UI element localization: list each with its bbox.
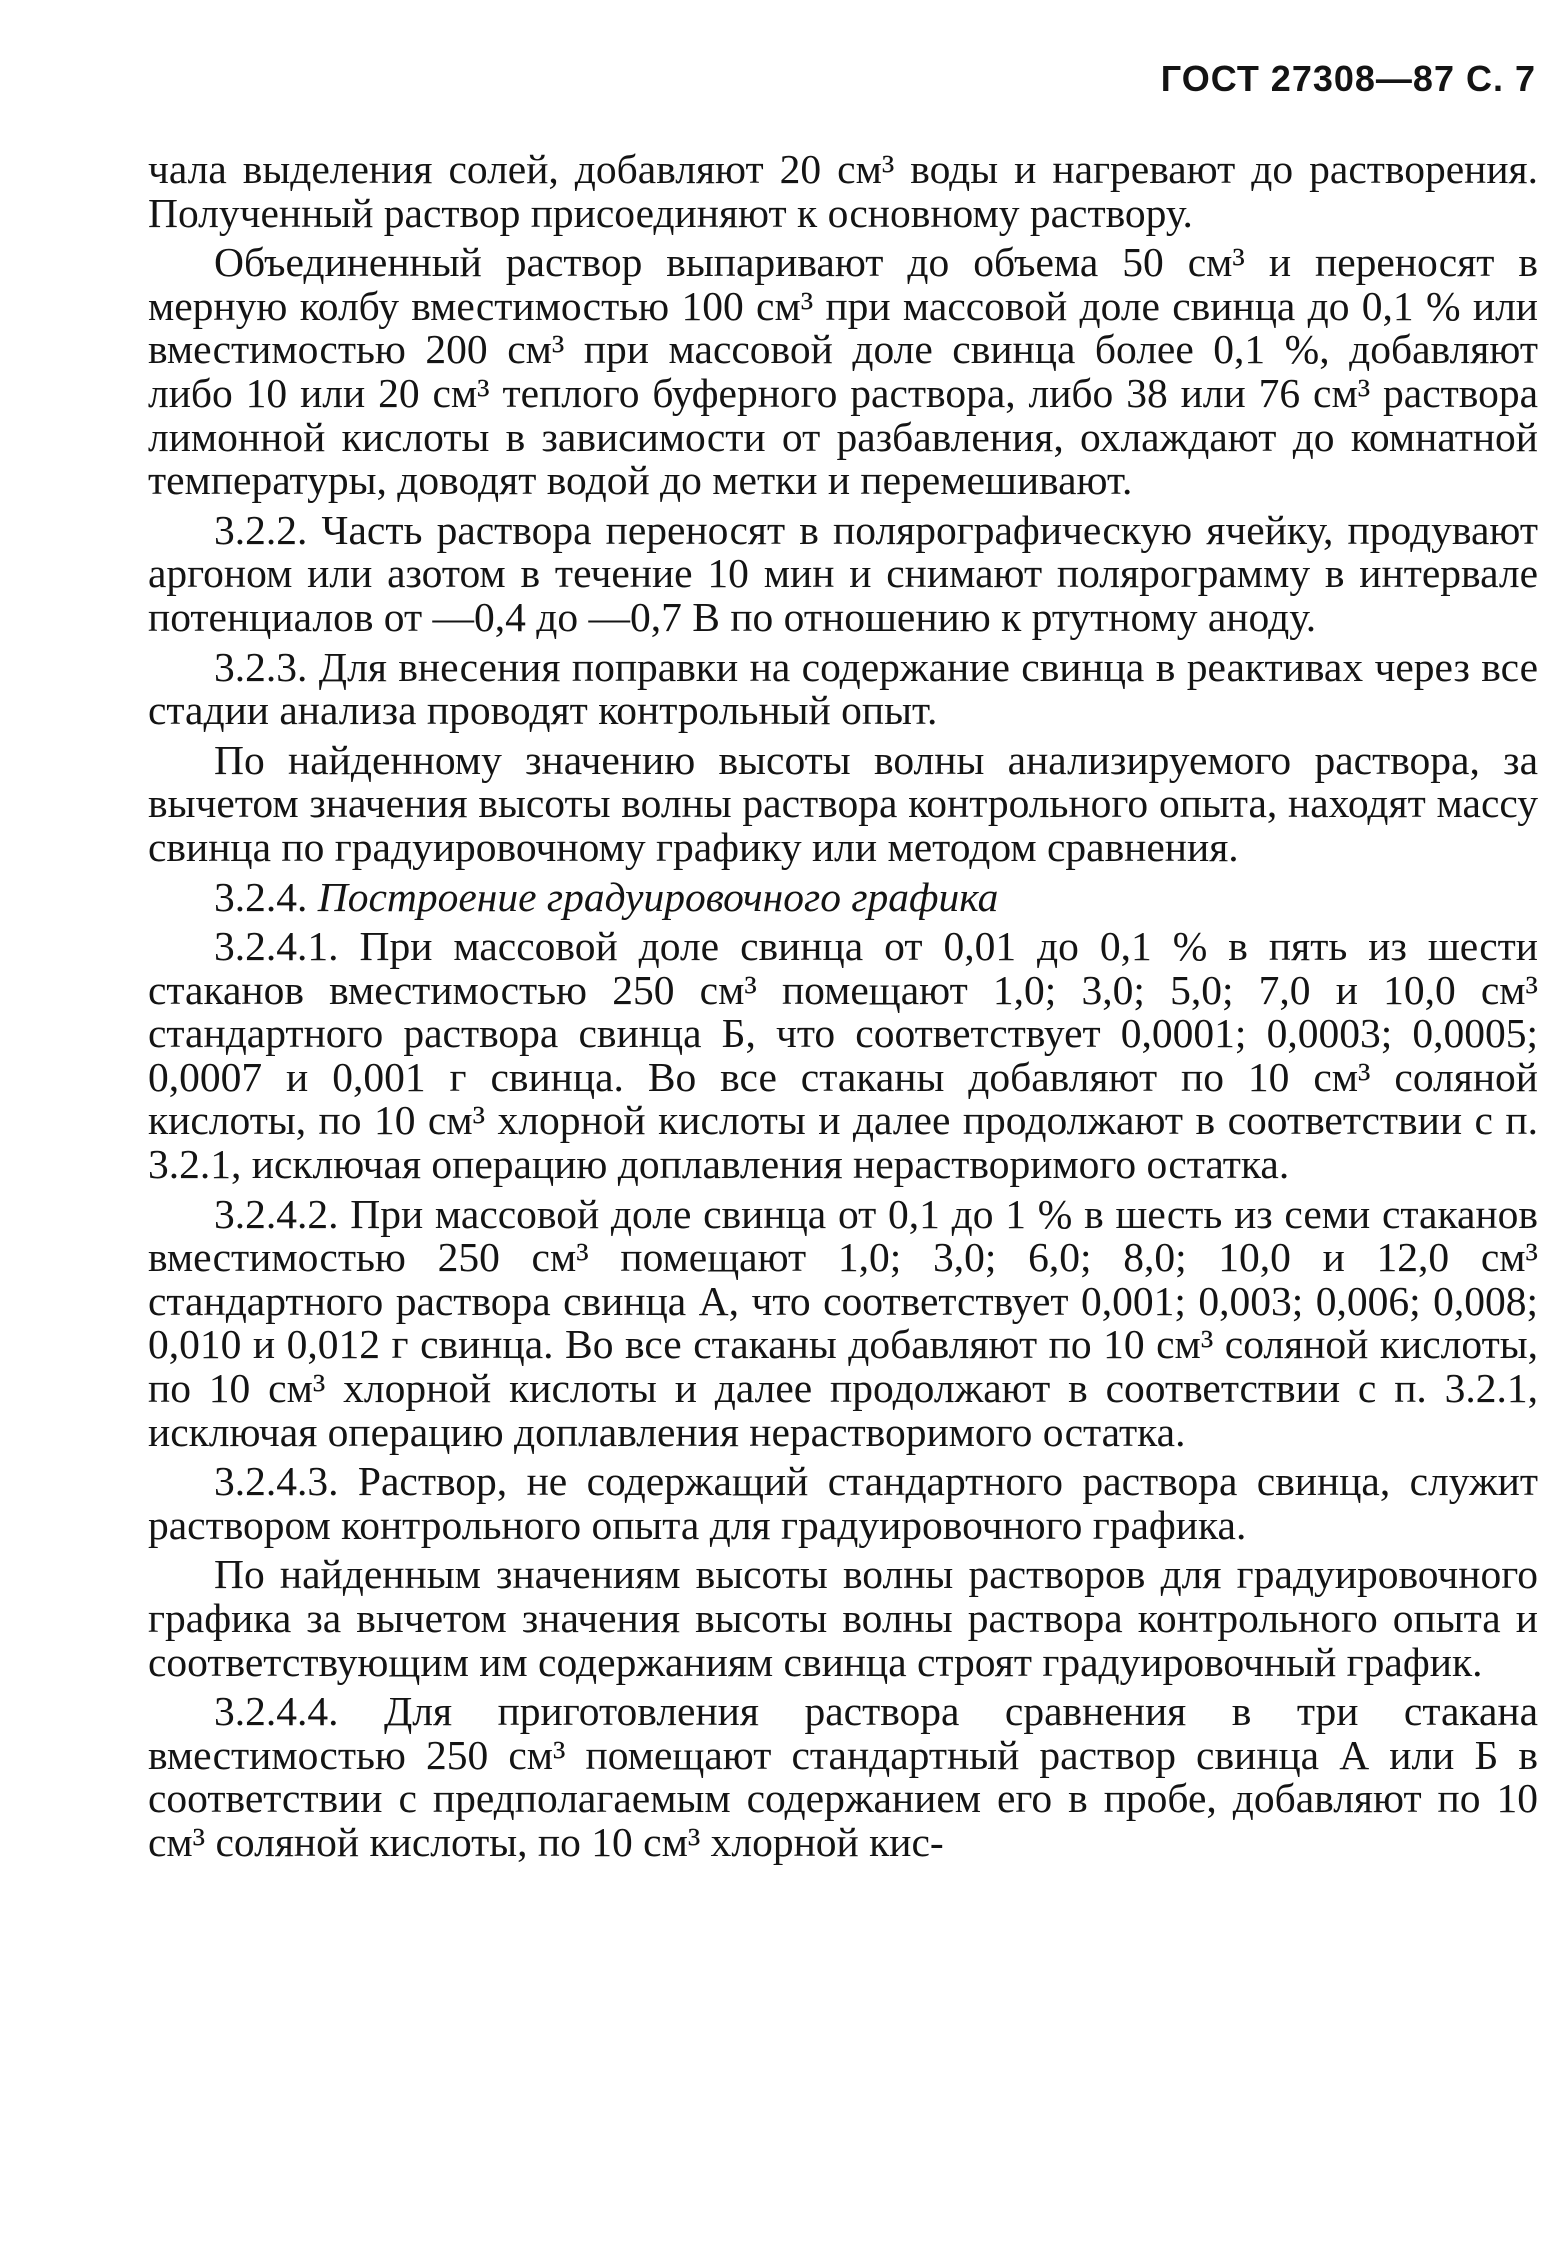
section-heading-3-2-4: [148, 873, 1538, 920]
paragraph-3-2-4-1: 3.2.4.1. При массовой доле свинца от 0,01 до 0,1 % в пять из шести стаканов вместимостью 250 см³ помещают 1,0; 3,0; 5,0; 7,0 и 10,0 см³ стандартного раствора свинца Б, что соответствует 0,0001; 0,0003; 0,0005; 0,0007 и 0,001 г свинца. Во все стаканы добавляют по 10 см³ соляной кислоты, по 10 см³ хлорной кислоты и далее продолжают в соответствии с п. 3.2.1, исключая операцию доплавления нерастворимого остатка.: [148, 923, 1538, 1188]
paragraph-3-2-4-2: 3.2.4.2. При массовой доле свинца от 0,1 до 1 % в шесть из семи стаканов вместимостью 250 см³ помещают 1,0; 3,0; 6,0; 8,0; 10,0 и 12,0 см³ стандартного раствора свинца А, что соответствует 0,001; 0,003; 0,006; 0,008; 0,010 и 0,012 г свинца. Во все стаканы добавляют по 10 см³ соляной кислоты, по 10 см³ хлорной кислоты и далее продолжают в соответствии с п. 3.2.1, исключая операцию доплавления нерастворимого остатка.: [148, 1190, 1538, 1455]
document-body: [148, 148, 1538, 1865]
paragraph-combined-solution: Объединенный раствор выпаривают до объема 50 см³ и переносят в мерную колбу вместимостью 100 см³ при массовой доле свинца до 0,1 % или вместимостью 200 см³ при массовой доле свинца более 0,1 %, добавляют либо 10 или 20 см³ теплого буферного раствора, либо 38 или 76 см³ раствора лимонной кислоты в зависимости от разбавления, охлаждают до комнатной температуры, доводят водой до метки и перемешивают.: [148, 239, 1538, 504]
paragraph-3-2-3: 3.2.3. Для внесения поправки на содержание свинца в реактивах через все стадии анализа проводят контрольный опыт.: [148, 643, 1538, 734]
paragraph-found-value: По найденному значению высоты волны анализируемого раствора, за вычетом значения высоты волны раствора контрольного опыта, находят массу свинца по градуировочному графику или методом сравнения.: [148, 736, 1538, 870]
paragraph-3-2-2: 3.2.2. Часть раствора переносят в полярографическую ячейку, продувают аргоном или азотом в течение 10 мин и снимают полярограмму в интервале потенциалов от —0,4 до —0,7 В по отношению к ртутному аноду.: [148, 506, 1538, 640]
paragraph-found-values: По найденным значениям высоты волны растворов для градуировочного графика за вычетом значения высоты волны раствора контрольного опыта и соответствующим им содержаниям свинца строят градуировочный график.: [148, 1551, 1538, 1685]
section-title: Построение градуировочного графика: [317, 873, 999, 920]
paragraph-continuation: чала выделения солей, добавляют 20 см³ воды и нагревают до растворения. Полученный раствор присоединяют к основному раствору.: [148, 146, 1538, 236]
paragraph-3-2-4-3: 3.2.4.3. Раствор, не содержащий стандартного раствора свинца, служит раствором контрольного опыта для градуировочного графика.: [148, 1458, 1538, 1548]
paragraph-3-2-4-4: 3.2.4.4. Для приготовления раствора сравнения в три стакана вместимостью 250 см³ помещают стандартный раствор свинца А или Б в соответствии с предполагаемым содержанием его в пробе, добавляют по 10 см³ соляной кислоты, по 10 см³ хлорной кис-: [148, 1688, 1538, 1865]
page-header: ГОСТ 27308—87 С. 7: [1160, 58, 1536, 99]
section-number: 3.2.4.: [214, 873, 308, 920]
